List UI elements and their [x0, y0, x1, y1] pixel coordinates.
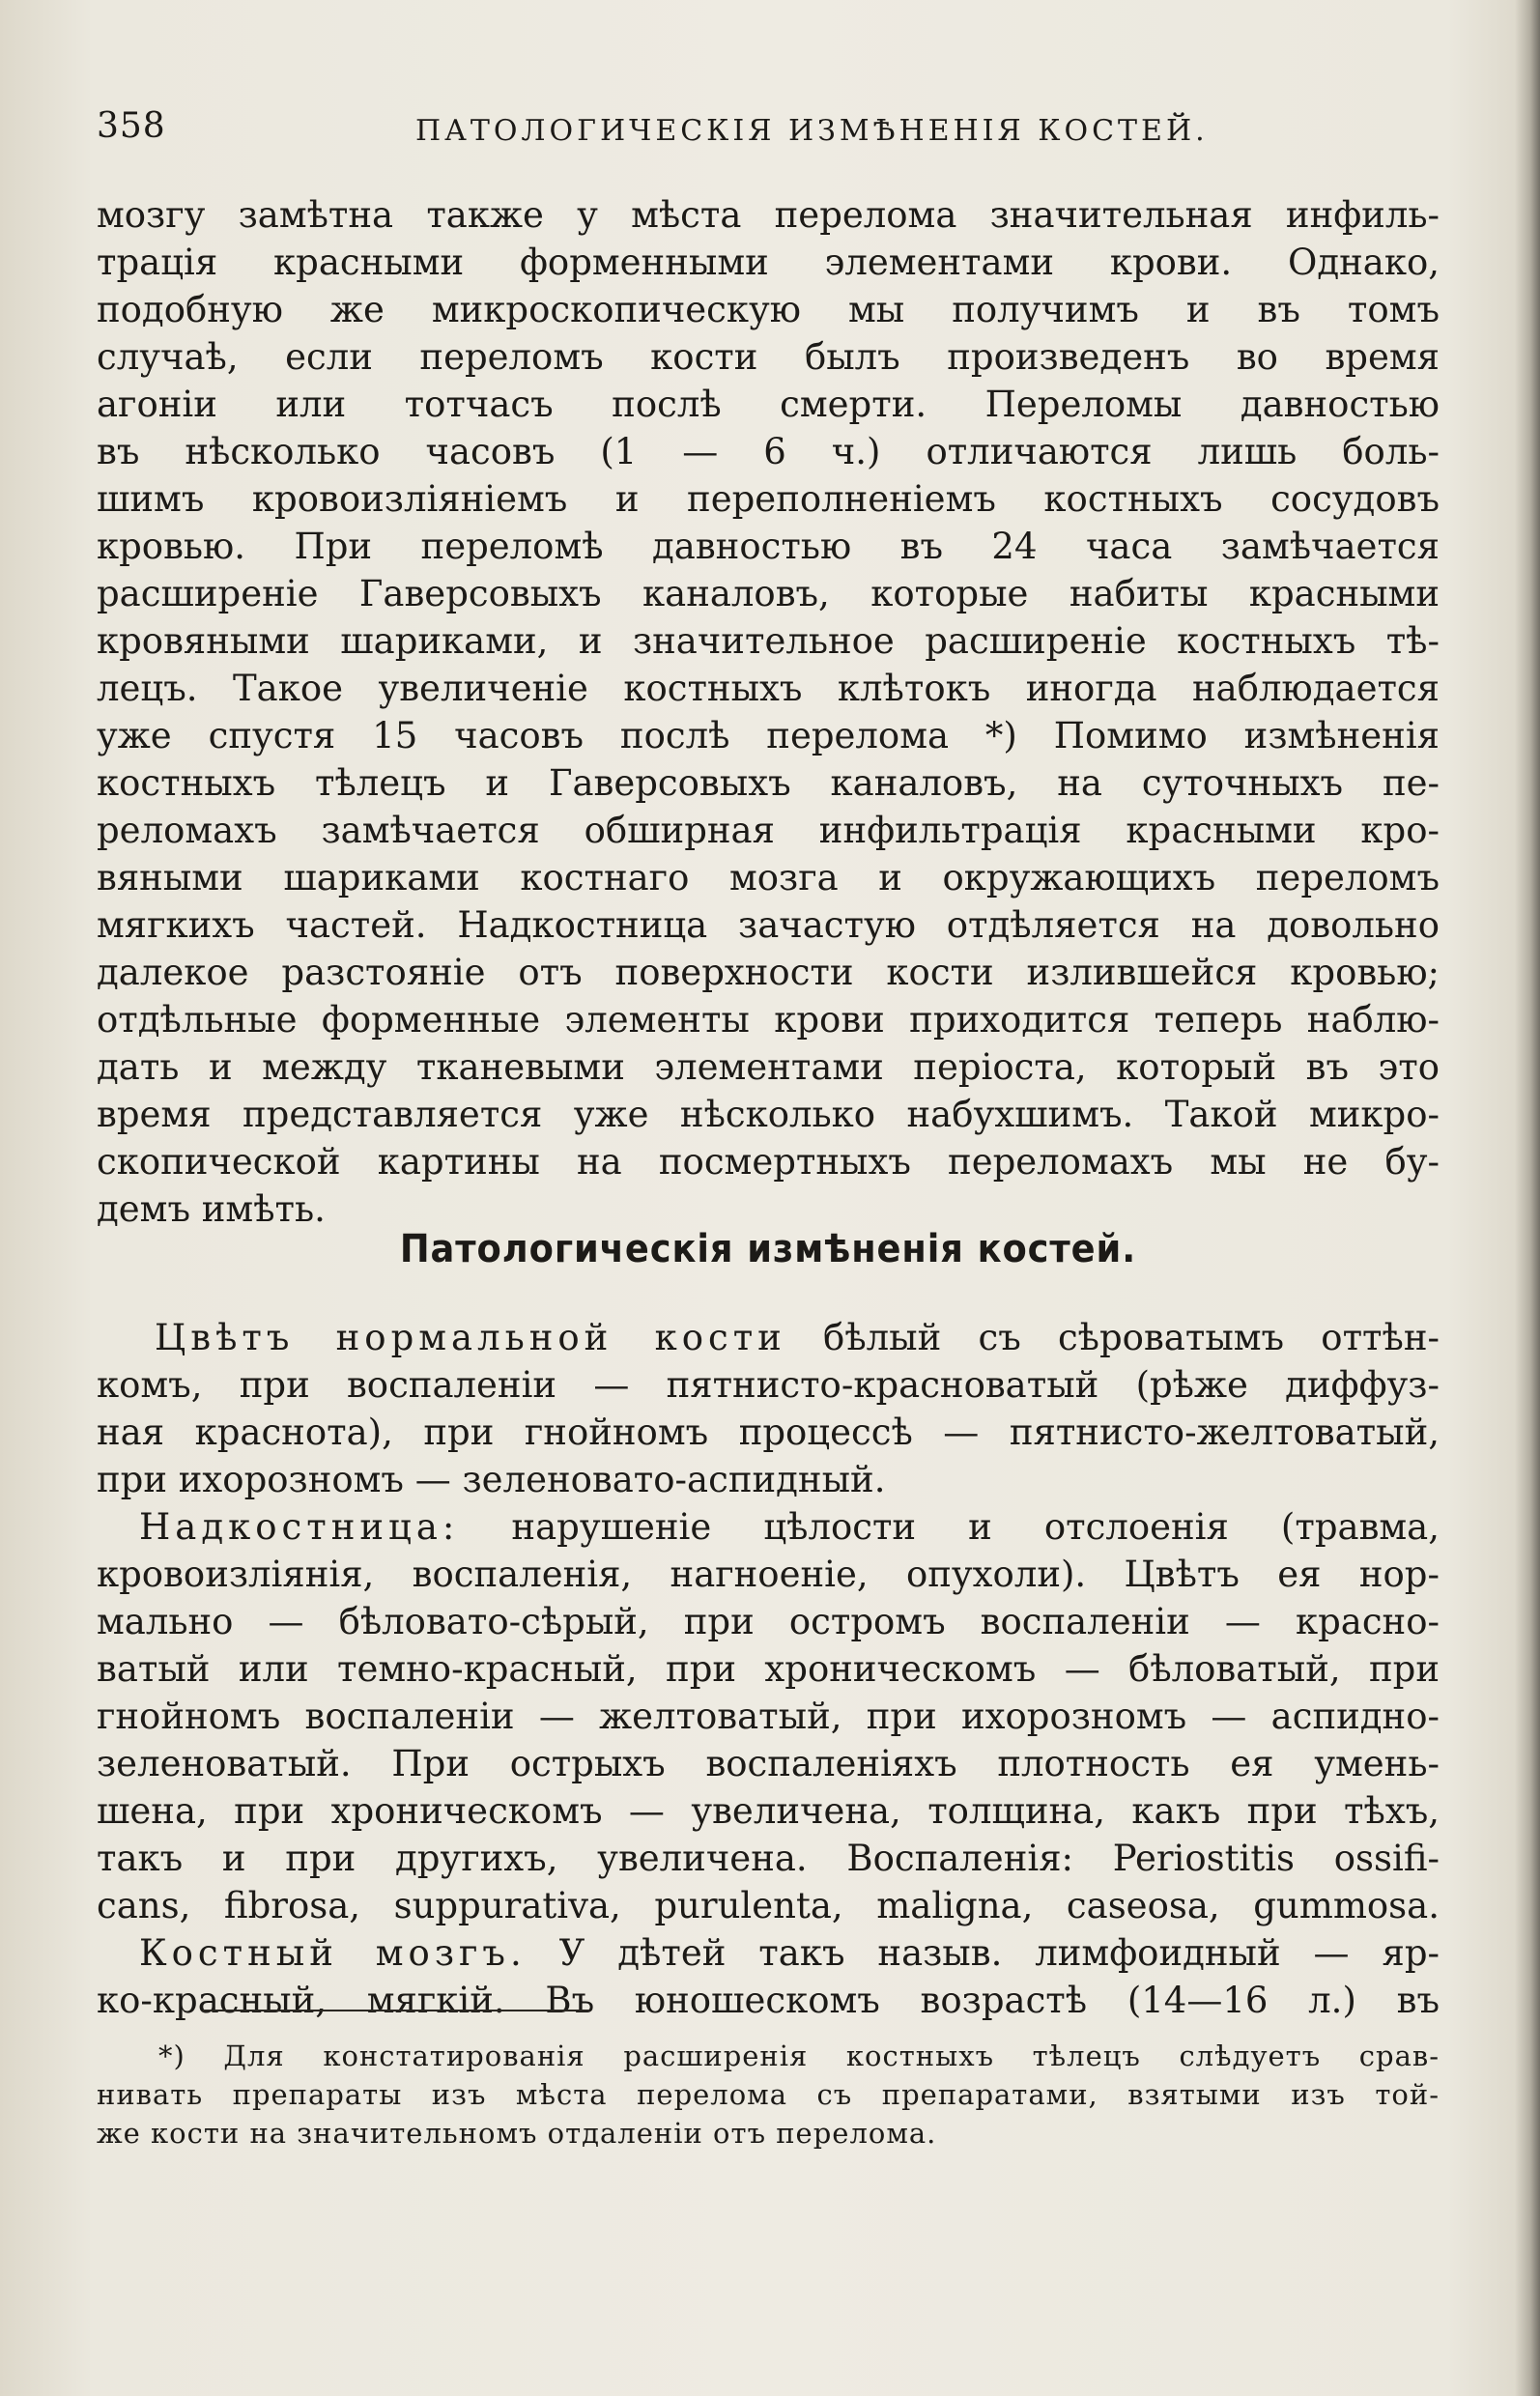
paragraph-color-lead: Цвѣтъ нормальной кости [155, 1317, 786, 1358]
text-line: ная краснота), при гнойномъ процессѣ — пятнисто-желтоватый, [97, 1412, 1440, 1453]
text-line: кровяными шариками, и значительное расширеніе костныхъ тѣ- [97, 620, 1440, 662]
text-line: такъ и при другихъ, увеличена. Воспаленія: Periostitis ossifi- [97, 1838, 1440, 1879]
footnote [97, 2037, 1440, 2153]
paragraph-periosteum-lead: Надкостница: [139, 1506, 460, 1548]
text-line: ватый или темно-красный, при хроническомъ — бѣловатый, при [97, 1648, 1440, 1690]
text-line: трація красными форменными элементами крови. Однако, [97, 242, 1440, 283]
footnote-line: *) Для констатированія расширенія костныхъ тѣлецъ слѣдуетъ срав- [158, 2039, 1440, 2072]
running-head: ПАТОЛОГИЧЕСКІЯ ИЗМѢНЕНІЯ КОСТЕЙ. [415, 114, 1209, 148]
paragraph-marrow-lead: Костный мозгъ. [139, 1932, 527, 1974]
text-line: мягкихъ частей. Надкостница зачастую отдѣляется на довольно [97, 904, 1440, 946]
text-line: ко-красный, мягкій. Въ юношескомъ возрастѣ (14—16 л.) въ [97, 1980, 1440, 2021]
footnote-line: нивать препараты изъ мѣста перелома съ препаратами, взятыми изъ той- [97, 2078, 1440, 2111]
text-line: комъ, при воспаленіи — пятнисто-красноватый (рѣже диффуз- [97, 1364, 1440, 1406]
footnote-rule [203, 2010, 589, 2011]
text-line: расширеніе Гаверсовыхъ каналовъ, которые набиты красными [97, 573, 1440, 614]
text-line: время представляется уже нѣсколько набухшимъ. Такой микро- [97, 1094, 1440, 1135]
text-line: шена, при хроническомъ — увеличена, толщина, какъ при тѣхъ, [97, 1790, 1440, 1832]
text-line: дать и между тканевыми элементами періоста, который въ это [97, 1046, 1440, 1088]
paragraph-periosteum-lead-rest: нарушеніе цѣлости и отслоенія (травма, [459, 1506, 1440, 1548]
text-line: лецъ. Такое увеличеніе костныхъ клѣтокъ иногда наблюдается [97, 668, 1440, 709]
text-line: въ нѣсколько часовъ (1 — 6 ч.) отличаются лишь боль- [97, 431, 1440, 472]
body-paragraphs [97, 1314, 1440, 2024]
text-line: костныхъ тѣлецъ и Гаверсовыхъ каналовъ, на суточныхъ пе- [97, 762, 1440, 804]
text-line: агоніи или тотчасъ послѣ смерти. Переломы давностью [97, 384, 1440, 425]
text-line: при ихорозномъ — зеленовато-аспидный. [97, 1459, 886, 1500]
paragraph-color-line-1 [97, 1314, 1440, 1361]
paragraph-periosteum-line-1 [97, 1503, 1440, 1551]
paragraph-marrow-line-1 [97, 1929, 1440, 1977]
paragraph-fracture-continuation [97, 191, 1440, 1233]
text-line: кровью. При переломѣ давностью въ 24 часа замѣчается [97, 526, 1440, 567]
text-line: случаѣ, если переломъ кости былъ произведенъ во время [97, 336, 1440, 378]
paragraph-marrow-lead-rest: У дѣтей такъ назыв. лимфоидный — яр- [526, 1932, 1440, 1974]
text-line: мозгу замѣтна также у мѣста перелома значительная инфиль- [97, 194, 1440, 236]
text-line: уже спустя 15 часовъ послѣ перелома *) Помимо измѣненія [97, 715, 1440, 756]
text-line: далекое разстояніе отъ поверхности кости излившейся кровью; [97, 952, 1440, 993]
section-heading: Патологическія измѣненія костей. [399, 1227, 1137, 1271]
text-line: зеленоватый. При острыхъ воспаленіяхъ плотность ея умень- [97, 1743, 1440, 1784]
text-line: гнойномъ воспаленіи — желтоватый, при ихорозномъ — аспидно- [97, 1696, 1440, 1737]
text-line: кровоизліянія, воспаленія, нагноеніе, опухоли). Цвѣтъ ея нор- [97, 1554, 1440, 1595]
page-number: 358 [97, 106, 166, 146]
text-line: реломахъ замѣчается обширная инфильтрація красными кро- [97, 810, 1440, 851]
paragraph-color-lead-rest: бѣлый съ сѣроватымъ оттѣн- [785, 1317, 1440, 1358]
page-header [97, 106, 1440, 164]
footnote-line: же кости на значительномъ отдаленіи отъ перелома. [97, 2117, 937, 2150]
text-line: cans, fibrosa, suppurativa, purulenta, maligna, caseosa, gummosa. [97, 1885, 1440, 1926]
text-line: шимъ кровоизліяніемъ и переполненіемъ костныхъ сосудовъ [97, 478, 1440, 520]
text-line: вяными шариками костнаго мозга и окружающихъ переломъ [97, 857, 1440, 898]
spine-shadow [1515, 0, 1540, 2396]
text-line: мально — бѣловато-сѣрый, при остромъ воспаленіи — красно- [97, 1601, 1440, 1642]
text-line: подобную же микроскопическую мы получимъ и въ томъ [97, 289, 1440, 330]
text-line: отдѣльные форменные элементы крови приходится теперь наблю- [97, 999, 1440, 1041]
text-line: демъ имѣть. [97, 1188, 326, 1230]
text-line: скопической картины на посмертныхъ переломахъ мы не бу- [97, 1141, 1440, 1183]
